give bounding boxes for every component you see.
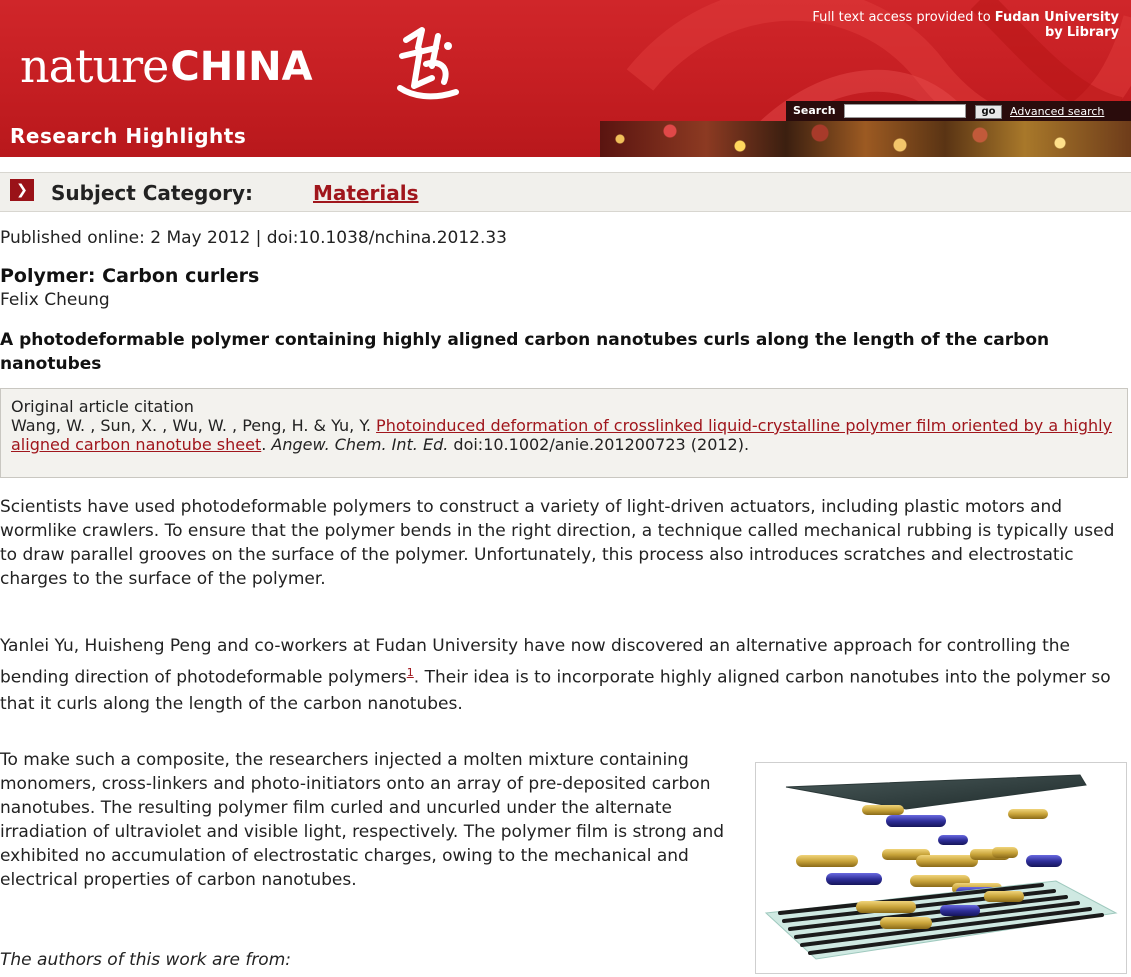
subject-category-label: Subject Category:: [51, 181, 254, 205]
gold-rod: [856, 901, 916, 913]
gold-rod: [992, 847, 1018, 858]
chevron-right-icon: ❯: [10, 179, 34, 201]
article-standfirst: A photodeformable polymer containing highly aligned carbon nanotubes curls along the length of the carbon nanotubes: [0, 330, 1050, 374]
citation-authors: Wang, W. , Sun, X. , Wu, W. , Peng, H. & Yu, Y.: [11, 416, 371, 435]
gold-rod: [880, 917, 932, 929]
logo-nature-wordmark: nature: [20, 39, 169, 93]
citation-body: Wang, W. , Sun, X. , Wu, W. , Peng, H. & Yu, Y. Photoinduced deformation of crosslinked liquid-crystalline polymer film oriented by a highly aligned carbon nanotube sheet. Angew. Chem. Int. Ed. doi:10.1002/anie.201200723 (2012).: [11, 416, 1113, 454]
citation-title-link[interactable]: Photoinduced deformation of crosslinked liquid-crystalline polymer film oriented by a highly aligned carbon nanotube sheet: [11, 416, 1113, 454]
citation-journal: Angew. Chem. Int. Ed.: [271, 435, 449, 454]
blue-rod: [826, 873, 882, 885]
original-citation-box: [0, 388, 1128, 478]
citation-heading: Original article citation: [11, 397, 194, 416]
article-author: Felix Cheung: [0, 290, 110, 310]
top-polymer-sheet: [786, 775, 1086, 809]
gold-rod: [862, 805, 904, 815]
site-banner: [0, 0, 1131, 157]
publication-info: Published online: 2 May 2012 | doi:10.1038/nchina.2012.33: [0, 228, 507, 248]
footnote-link[interactable]: 1: [406, 666, 414, 679]
nanotube-illustration: [756, 763, 1126, 973]
blue-rod: [886, 815, 946, 827]
article-figure[interactable]: [755, 762, 1127, 974]
search-label: Search: [793, 104, 836, 117]
subject-category-bar: [0, 172, 1131, 212]
gold-rod: [1008, 809, 1048, 819]
search-go-button[interactable]: go: [975, 105, 1002, 119]
calligraphy-seal-icon: [392, 26, 462, 106]
authors-affiliation-heading: The authors of this work are from:: [0, 950, 291, 970]
nature-china-logo[interactable]: [20, 36, 313, 96]
blue-rod: [940, 905, 980, 916]
header-photo-strip: [600, 121, 1131, 157]
gold-rod: [984, 891, 1024, 902]
article-paragraph-1: Scientists have used photodeformable polymers to construct a variety of light-driven actuators, including plastic motors and wormlike crawlers. To ensure that the polymer bends in the right direction, a technique called mechanical rubbing is typically used to draw parallel grooves on the surface of the polymer. Unfortunately, this process also introduces scratches and electrostatic charges to the surface of the polymer.: [0, 497, 1115, 589]
gold-rod: [916, 855, 978, 867]
citation-doi: doi:10.1002/anie.201200723 (2012).: [453, 435, 750, 454]
gold-rod: [796, 855, 858, 867]
advanced-search-link[interactable]: Advanced search: [1010, 105, 1105, 118]
blue-rod: [1026, 855, 1062, 867]
section-title: Research Highlights: [10, 124, 247, 148]
article-paragraph-3: To make such a composite, the researchers injected a molten mixture containing monomers, cross-linkers and photo-initiators onto an array of pre-deposited carbon nanotubes. The resulting polymer film curled and uncurled under the alternate irradiation of ultraviolet and visible light, respectively. The polymer film is strong and exhibited no accumulation of electrostatic charges, owing to the mechanical and electrical properties of carbon nanotubes.: [0, 750, 725, 890]
logo-china-wordmark: CHINA: [170, 44, 313, 90]
subject-category-link[interactable]: Materials: [313, 181, 419, 205]
article-headline: Polymer: Carbon curlers: [0, 265, 260, 287]
search-input[interactable]: [844, 104, 966, 118]
access-notice: Full text access provided to Fudan University by Library: [812, 10, 1119, 40]
article-paragraph-2: Yanlei Yu, Huisheng Peng and co-workers at Fudan University have now discovered an alternative approach for controlling the bending direction of photodeformable polymers$^1$. Their idea is to incorporate highly aligned carbon nanotubes into the polymer so that it curls along the length of the carbon nanotubes.: [0, 636, 1111, 714]
blue-rod: [938, 835, 968, 845]
